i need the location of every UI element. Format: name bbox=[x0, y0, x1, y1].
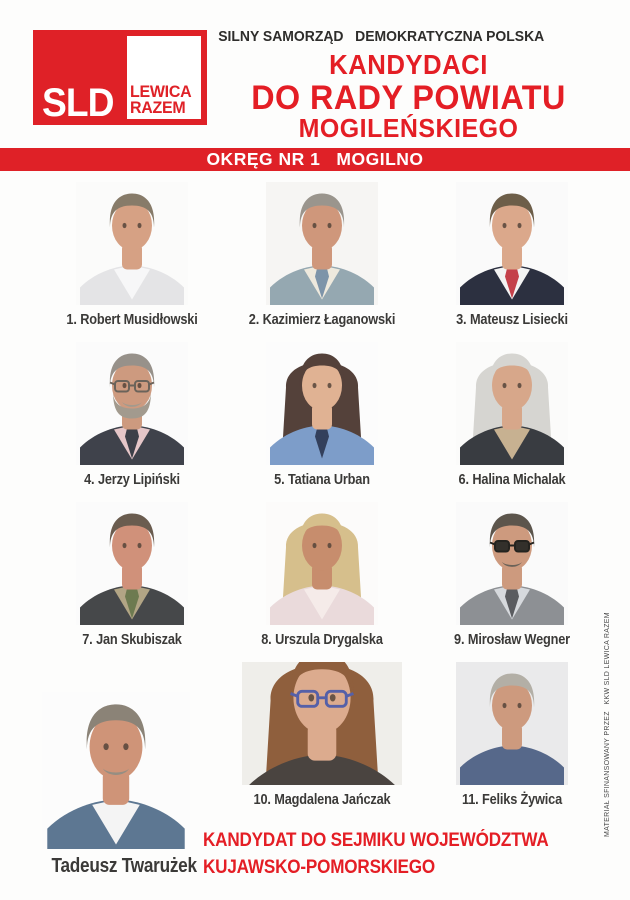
candidate-card bbox=[227, 502, 417, 662]
candidate-name-text: Feliks Żywica bbox=[482, 792, 563, 808]
candidate-name bbox=[48, 312, 215, 328]
poster-title bbox=[207, 50, 610, 142]
candidate-card bbox=[37, 342, 227, 502]
logo-white-square bbox=[127, 36, 201, 119]
person-avatar bbox=[76, 342, 188, 465]
candidate-photo bbox=[76, 182, 188, 305]
candidate-name bbox=[48, 472, 215, 488]
candidate-photo bbox=[76, 502, 188, 625]
candidate-number: 10. bbox=[253, 792, 271, 808]
candidate-name-text: Halina Michalak bbox=[472, 472, 566, 488]
candidate-photo bbox=[42, 692, 190, 849]
poster-title-line-2: DO RADY POWIATU bbox=[251, 79, 566, 117]
candidate-number: 9. bbox=[454, 632, 465, 648]
candidate-name bbox=[238, 632, 405, 648]
party-logo bbox=[33, 30, 207, 125]
party-name bbox=[130, 84, 191, 115]
candidate-card bbox=[417, 662, 607, 822]
candidate-number: 3. bbox=[456, 312, 467, 328]
candidate-card bbox=[417, 502, 607, 662]
person-avatar bbox=[266, 342, 378, 465]
person-avatar bbox=[456, 182, 568, 305]
candidate-photo bbox=[266, 342, 378, 465]
candidate-name-text: Mirosław Wegner bbox=[467, 632, 570, 648]
person-avatar bbox=[266, 502, 378, 625]
candidate-card bbox=[417, 182, 607, 342]
candidate-card bbox=[37, 692, 195, 878]
candidate-name bbox=[428, 472, 595, 488]
candidate-photo bbox=[242, 662, 402, 785]
candidate-card bbox=[227, 662, 417, 822]
candidate-photo bbox=[456, 342, 568, 465]
candidate-number: 11. bbox=[461, 792, 479, 808]
candidate-name bbox=[48, 632, 215, 648]
header-slogan: SILNY SAMORZĄD DEMOKRATYCZNA POLSKA bbox=[218, 28, 545, 45]
person-avatar bbox=[456, 662, 568, 785]
person-avatar bbox=[242, 662, 402, 785]
candidate-card bbox=[227, 342, 417, 502]
candidate-card bbox=[227, 182, 417, 342]
sejmik-role-line-2: KUJAWSKO-POMORSKIEGO bbox=[203, 857, 436, 878]
candidate-name bbox=[238, 792, 405, 808]
candidate-name bbox=[238, 472, 405, 488]
candidate-photo bbox=[76, 342, 188, 465]
candidate-name bbox=[428, 792, 595, 808]
candidate-name-text: Urszula Drygalska bbox=[275, 632, 383, 648]
poster-title-line-1: KANDYDACI bbox=[329, 49, 488, 80]
candidate-number: 7. bbox=[82, 632, 93, 648]
candidate-name-text: Mateusz Lisiecki bbox=[469, 312, 568, 328]
candidate-number: 8. bbox=[261, 632, 272, 648]
candidate-card bbox=[37, 182, 227, 342]
party-acronym: SLD bbox=[42, 81, 114, 125]
candidate-name-text: Kazimierz Łaganowski bbox=[262, 312, 396, 328]
candidate-photo bbox=[456, 502, 568, 625]
candidate-name-text: Tatiana Urban bbox=[287, 472, 370, 488]
sejmik-role-line-1: KANDYDAT DO SEJMIKU WOJEWÓDZTWA bbox=[203, 830, 549, 851]
person-avatar bbox=[456, 502, 568, 625]
candidate-name bbox=[238, 312, 405, 328]
candidate-number: 2. bbox=[248, 312, 260, 328]
person-avatar bbox=[456, 342, 568, 465]
candidate-card bbox=[37, 502, 227, 662]
candidate-name bbox=[428, 632, 595, 648]
candidate-name-text: Magdalena Jańczak bbox=[274, 792, 391, 808]
candidate-photo bbox=[456, 662, 568, 785]
party-name-line-2: RAZEM bbox=[130, 97, 186, 117]
candidate-name-text: Jerzy Lipiński bbox=[97, 472, 180, 488]
district-banner: OKRĘG NR 1 MOGILNO bbox=[0, 148, 630, 171]
sejmik-candidate-slot bbox=[37, 692, 195, 878]
poster-title-line-3: MOGILEŃSKIEGO bbox=[298, 113, 519, 143]
candidate-name-text: Jan Skubiszak bbox=[96, 632, 182, 648]
person-avatar bbox=[76, 182, 188, 305]
candidate-photo bbox=[456, 182, 568, 305]
party-name-line-1: LEWICA bbox=[130, 82, 192, 101]
candidate-number: 5. bbox=[274, 472, 285, 488]
candidate-name-text: Tadeusz Twarużek bbox=[51, 855, 197, 877]
funding-note: MATERIAŁ SFINANSOWANY PRZEZ KKW SLD LEWICA RAZEM bbox=[604, 612, 611, 837]
candidate-number: 6. bbox=[458, 472, 469, 488]
candidate-number: 1. bbox=[66, 312, 77, 328]
candidate-number: 4. bbox=[84, 472, 95, 488]
person-avatar bbox=[42, 692, 190, 849]
candidate-name-text: Robert Musidłowski bbox=[80, 312, 198, 328]
candidate-card bbox=[417, 342, 607, 502]
person-avatar bbox=[266, 182, 378, 305]
candidate-name bbox=[428, 312, 595, 328]
candidate-name bbox=[48, 855, 197, 878]
candidate-photo bbox=[266, 182, 378, 305]
sejmik-role bbox=[203, 827, 549, 881]
candidate-photo bbox=[266, 502, 378, 625]
person-avatar bbox=[76, 502, 188, 625]
